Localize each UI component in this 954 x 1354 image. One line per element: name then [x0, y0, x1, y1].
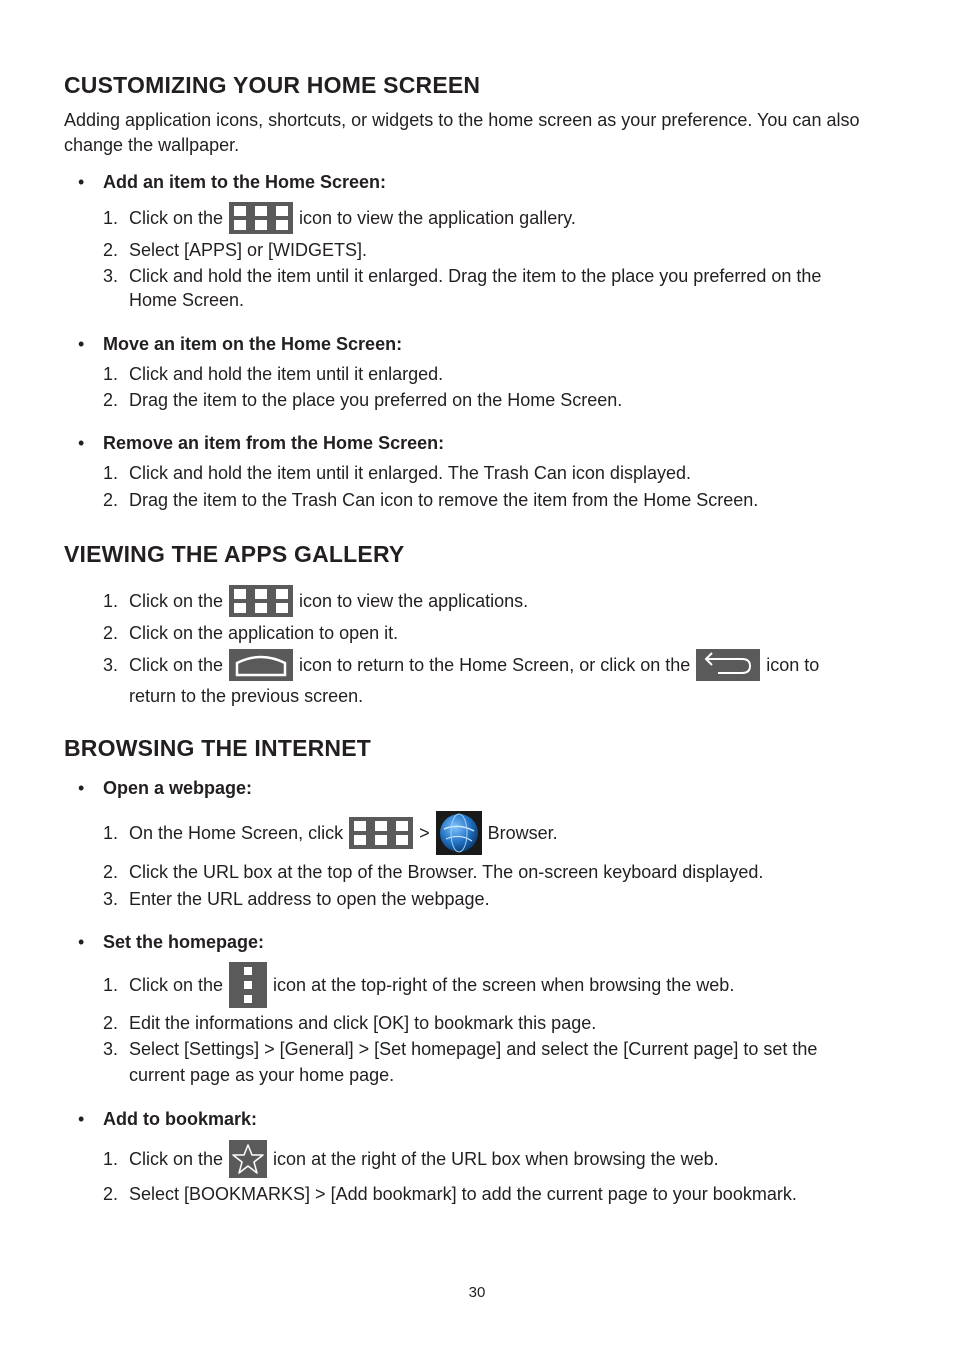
step-add-2: 2. Select [APPS] or [WIDGETS]. [103, 240, 368, 260]
bullet-remove-item: • Remove an item from the Home Screen: [78, 433, 445, 453]
star-icon [229, 1140, 267, 1178]
back-icon [696, 649, 760, 681]
bullet-open-webpage: • Open a webpage: [78, 778, 253, 798]
bullet-heading: Open a webpage: [103, 778, 253, 798]
bullet-move-item: • Move an item on the Home Screen: [78, 334, 403, 354]
step-gallery-3: 3. Click on the icon to return to the Home Screen, or click on the icon to [103, 649, 819, 681]
menu-dots-icon [229, 962, 267, 1008]
browser-globe-icon [436, 811, 482, 855]
step-open-2: 2. Click the URL box at the top of the Browser. The on-screen keyboard displayed. [103, 862, 764, 882]
step-bookmark-2: 2. Select [BOOKMARKS] > [Add bookmark] to add the current page to your bookmark. [103, 1184, 797, 1204]
step-open-1: 1. On the Home Screen, click > Browser. [103, 811, 558, 855]
step-gallery-2: 2. Click on the application to open it. [103, 623, 399, 643]
step-add-3: 3. Click and hold the item until it enlarged. Drag the item to the place you preferred on the [103, 266, 822, 286]
bullet-heading: Add an item to the Home Screen: [103, 172, 387, 192]
app-grid-icon [229, 202, 293, 234]
step-homepage-1: 1. Click on the icon at the top-right of the screen when browsing the web. [103, 962, 734, 1008]
step-move-2: 2. Drag the item to the place you preferred on the Home Screen. [103, 390, 623, 410]
step-gallery-1: 1. Click on the icon to view the applications. [103, 585, 528, 617]
step-remove-2: 2. Drag the item to the Trash Can icon to remove the item from the Home Screen. [103, 490, 759, 510]
step-homepage-3: 3. Select [Settings] > [General] > [Set homepage] and select the [Current page] to set the [103, 1039, 818, 1059]
step-add-3-cont: Home Screen. [129, 290, 245, 310]
step-add-1: 1. Click on the icon to view the application gallery. [103, 202, 576, 234]
page-number: 30 [468, 1284, 486, 1301]
app-grid-icon [349, 817, 413, 849]
step-move-1: 1. Click and hold the item until it enlarged. [103, 364, 444, 384]
section-title-apps-gallery: VIEWING THE APPS GALLERY [64, 541, 405, 567]
home-icon [229, 649, 293, 681]
bullet-heading: Move an item on the Home Screen: [103, 334, 403, 354]
section-title-customizing: CUSTOMIZING YOUR HOME SCREEN [64, 72, 481, 98]
bullet-add-bookmark: • Add to bookmark: [78, 1109, 258, 1129]
section-title-browsing: BROWSING THE INTERNET [64, 735, 372, 761]
bullet-heading: Remove an item from the Home Screen: [103, 433, 445, 453]
step-remove-1: 1. Click and hold the item until it enlarged. The Trash Can icon displayed. [103, 463, 691, 483]
bullet-heading: Set the homepage: [103, 932, 265, 952]
bullet-set-homepage: • Set the homepage: [78, 932, 265, 952]
step-gallery-3-cont: return to the previous screen. [129, 686, 364, 706]
step-homepage-3-cont: current page as your home page. [129, 1065, 395, 1085]
step-homepage-2: 2. Edit the informations and click [OK] to bookmark this page. [103, 1013, 597, 1033]
bullet-heading: Add to bookmark: [103, 1109, 258, 1129]
bullet-add-item: • Add an item to the Home Screen: [78, 172, 387, 192]
app-grid-icon [229, 585, 293, 617]
step-bookmark-1: 1. Click on the icon at the right of the URL box when browsing the web. [103, 1140, 719, 1178]
intro-paragraph: Adding application icons, shortcuts, or widgets to the home screen as your preference. You can also change the wallpaper. [64, 110, 860, 155]
step-open-3: 3. Enter the URL address to open the webpage. [103, 889, 490, 909]
